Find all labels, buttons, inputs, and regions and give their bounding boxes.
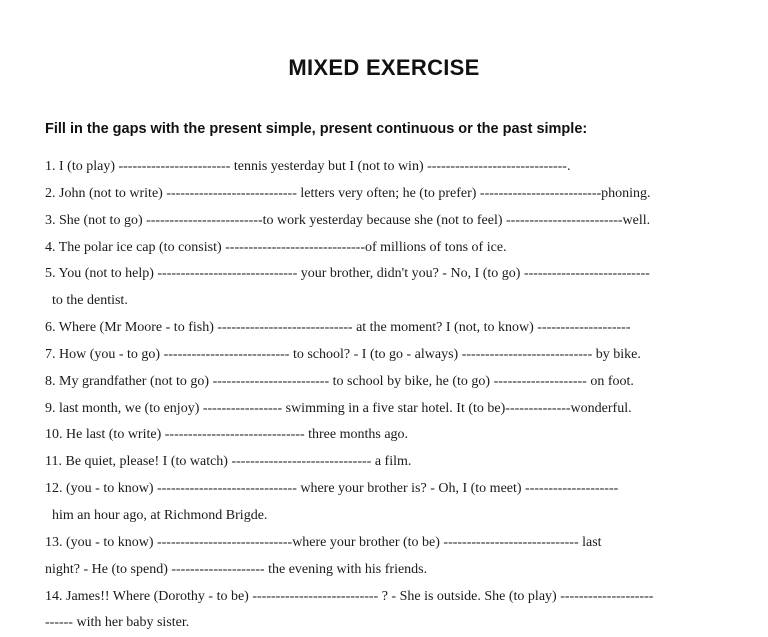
exercise-line-11: 11. Be quiet, please! I (to watch) ------------------------------ a film. <box>45 454 412 470</box>
exercise-line-12: 12. (you - to know) ------------------------------ where your brother is? - Oh, I (to meet) -------------------- <box>45 481 619 497</box>
exercise-line-3: 3. She (not to go) -------------------------to work yesterday because she (not to feel) -------------------------well. <box>45 212 651 228</box>
exercise-line-2: 2. John (not to write) ---------------------------- letters very often; he (to prefer) --------------------------phoning. <box>45 185 651 201</box>
exercise-line-5: 5. You (not to help) ------------------------------ your brother, didn't you? - No, I (to go) --------------------------- <box>45 266 650 282</box>
exercise-line-8: 8. My grandfather (not to go) ------------------------- to school by bike, he (to go) -------------------- on foot. <box>45 373 634 389</box>
exercise-line-14: 14. James!! Where (Dorothy - to be) --------------------------- ? - She is outside. She (to play) -------------------- <box>45 588 654 604</box>
exercise-line-13-continued: night? - He (to spend) -------------------- the evening with his friends. <box>45 561 428 577</box>
exercise-line-10: 10. He last (to write) ------------------------------ three months ago. <box>45 427 409 443</box>
exercise-line-12-continued: him an hour ago, at Richmond Brigde. <box>52 507 268 523</box>
exercise-line-13: 13. (you - to know) -----------------------------where your brother (to be) ----------------------------- last <box>45 534 602 550</box>
exercise-line-7: 7. How (you - to go) --------------------------- to school? - I (to go - always) ---------------------------- by bike. <box>45 346 641 362</box>
exercise-line-4: 4. The polar ice cap (to consist) ------------------------------of millions of tons of ice. <box>45 239 507 255</box>
exercise-lines <box>45 154 735 637</box>
exercise-title: MIXED EXERCISE <box>288 55 480 80</box>
exercise-line-6: 6. Where (Mr Moore - to fish) ----------------------------- at the moment? I (not, to know) -------------------- <box>45 320 631 336</box>
exercise-line-1: 1. I (to play) ------------------------ tennis yesterday but I (not to win) ------------------------------. <box>45 159 571 174</box>
exercise-instruction: Fill in the gaps with the present simple, present continuous or the past simple: <box>45 121 588 137</box>
exercise-line-5-continued: to the dentist. <box>52 293 128 309</box>
exercise-line-14-continued: ------ with her baby sister. <box>45 615 190 631</box>
exercise-line-9: 9. last month, we (to enjoy) ----------------- swimming in a five star hotel. It (to be)--------------wonderful. <box>45 400 632 416</box>
